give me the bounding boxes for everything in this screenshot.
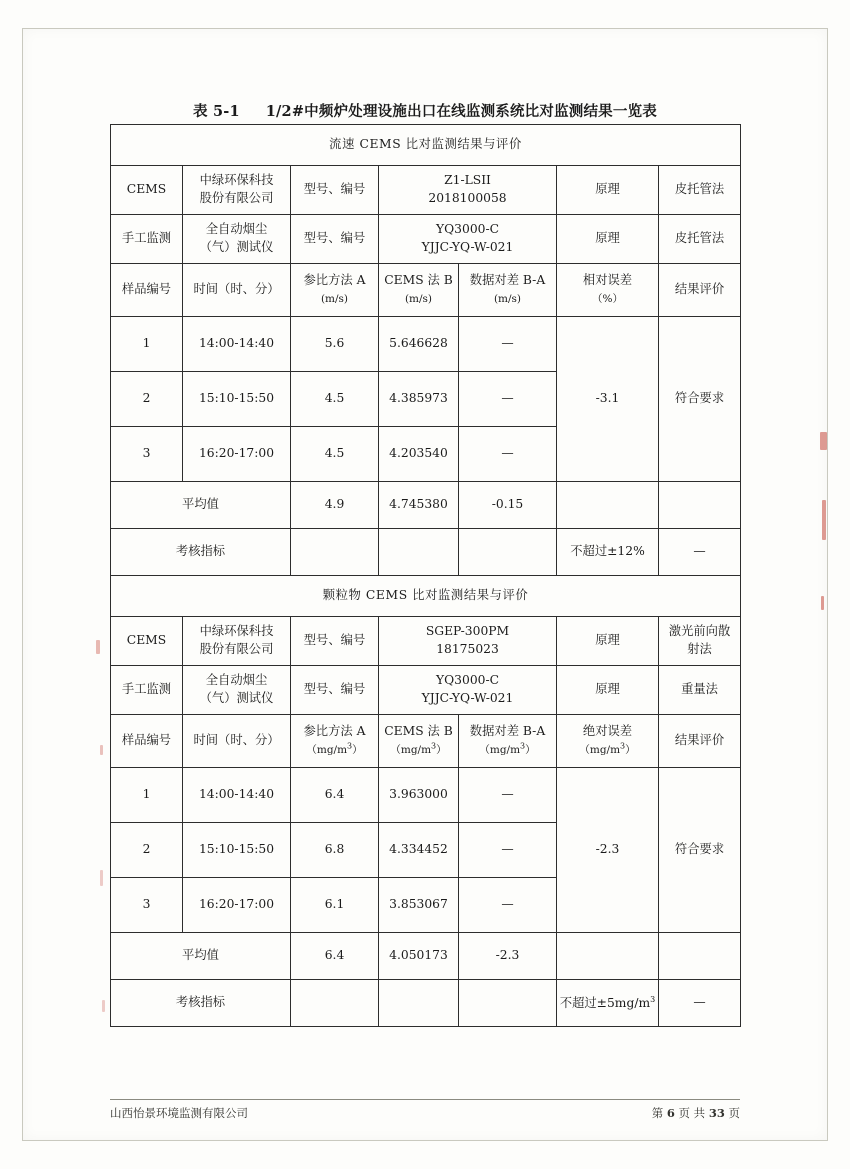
model-value-manual: YQ3000-C YJJC-YQ-W-021: [379, 666, 557, 715]
page-current: 6: [666, 1106, 675, 1120]
average-method-a: 6.4: [291, 933, 379, 980]
device-label-cems: CEMS: [111, 166, 183, 215]
device-row-cems: [111, 617, 741, 666]
device-row-manual: [111, 666, 741, 715]
principle-value-manual: 重量法: [659, 666, 741, 715]
page-footer: [110, 1099, 740, 1121]
value-method-b: 3.963000: [379, 768, 459, 823]
model-label-manual: 型号、编号: [291, 666, 379, 715]
col-sample-no: 样品编号: [111, 715, 183, 768]
evaluation-value: 符合要求: [659, 768, 741, 933]
page-prefix: 第: [651, 1106, 664, 1120]
col-method-a: 参比方法 A $(mg/m^3)$: [291, 715, 379, 768]
col-method-b: CEMS 法 B (m/s): [379, 264, 459, 317]
index-row: [111, 529, 741, 576]
section-heading-row: [111, 125, 741, 166]
principle-value-cems: 皮托管法: [659, 166, 741, 215]
sample-time: 15:10-15:50: [183, 372, 291, 427]
value-difference: —: [459, 768, 557, 823]
value-difference: —: [459, 427, 557, 482]
value-method-b: 3.853067: [379, 878, 459, 933]
absolute-error-value: -2.3: [557, 768, 659, 933]
sample-no: 2: [111, 372, 183, 427]
index-label: 考核指标: [111, 980, 291, 1027]
col-method-b: CEMS 法 B $(mg/m^3)$: [379, 715, 459, 768]
index-method-a: [291, 980, 379, 1027]
index-evaluation: —: [659, 980, 741, 1027]
col-difference: 数据对差 B-A (m/s): [459, 264, 557, 317]
sample-time: 16:20-17:00: [183, 427, 291, 482]
average-label: 平均值: [111, 482, 291, 529]
table-caption: [0, 100, 850, 121]
sample-no: 2: [111, 823, 183, 878]
col-relative-error: 相对误差 （%）: [557, 264, 659, 317]
device-row-manual: [111, 215, 741, 264]
value-method-b: 4.203540: [379, 427, 459, 482]
model-label-cems: 型号、编号: [291, 617, 379, 666]
value-difference: —: [459, 372, 557, 427]
col-method-a: 参比方法 A (m/s): [291, 264, 379, 317]
principle-label-manual: 原理: [557, 215, 659, 264]
scan-artifact: [100, 745, 103, 755]
index-difference: [459, 980, 557, 1027]
evaluation-value: 符合要求: [659, 317, 741, 482]
page-total: 33: [708, 1106, 725, 1120]
col-evaluation: 结果评价: [659, 715, 741, 768]
sample-time: 16:20-17:00: [183, 878, 291, 933]
sample-no: 3: [111, 427, 183, 482]
value-difference: —: [459, 317, 557, 372]
scan-artifact: [821, 596, 824, 610]
scan-artifact: [822, 500, 826, 540]
value-method-a: 6.1: [291, 878, 379, 933]
value-method-a: 4.5: [291, 372, 379, 427]
comparison-results-table: [110, 124, 741, 1027]
value-difference: —: [459, 878, 557, 933]
device-label-cems: CEMS: [111, 617, 183, 666]
average-method-b: 4.745380: [379, 482, 459, 529]
section-heading-particulate: 颗粒物 CEMS 比对监测结果与评价: [111, 576, 741, 617]
col-difference: 数据对差 B-A $(mg/m^3)$: [459, 715, 557, 768]
device-company-manual: 全自动烟尘 （气）测试仪: [183, 215, 291, 264]
relative-error-value: -3.1: [557, 317, 659, 482]
footer-page-number: [652, 1105, 740, 1121]
value-method-b: 4.385973: [379, 372, 459, 427]
scan-artifact: [102, 1000, 105, 1012]
model-value-manual: YQ3000-C YJJC-YQ-W-021: [379, 215, 557, 264]
table-number: 表 5-1: [193, 103, 240, 120]
sample-time: 15:10-15:50: [183, 823, 291, 878]
value-method-a: 6.4: [291, 768, 379, 823]
value-difference: —: [459, 823, 557, 878]
principle-value-manual: 皮托管法: [659, 215, 741, 264]
section-heading-flow: 流速 CEMS 比对监测结果与评价: [111, 125, 741, 166]
col-time: 时间（时、分）: [183, 264, 291, 317]
col-evaluation: 结果评价: [659, 264, 741, 317]
column-header-row: [111, 264, 741, 317]
index-limit: 不超过±12%: [557, 529, 659, 576]
sample-time: 14:00-14:40: [183, 768, 291, 823]
table-row: [111, 768, 741, 823]
average-method-a: 4.9: [291, 482, 379, 529]
table-row: [111, 317, 741, 372]
model-value-cems: Z1-LSII 2018100058: [379, 166, 557, 215]
average-error: [557, 482, 659, 529]
device-label-manual: 手工监测: [111, 215, 183, 264]
value-method-a: 5.6: [291, 317, 379, 372]
device-row-cems: [111, 166, 741, 215]
sample-time: 14:00-14:40: [183, 317, 291, 372]
average-label: 平均值: [111, 933, 291, 980]
index-method-b: [379, 980, 459, 1027]
column-header-row: [111, 715, 741, 768]
scan-artifact: [100, 870, 103, 886]
average-row: [111, 933, 741, 980]
page-middle: 页 共: [678, 1106, 706, 1120]
principle-value-cems: 激光前向散 射法: [659, 617, 741, 666]
principle-label-cems: 原理: [557, 617, 659, 666]
value-method-b: 5.646628: [379, 317, 459, 372]
col-time: 时间（时、分）: [183, 715, 291, 768]
index-row: [111, 980, 741, 1027]
model-value-cems: SGEP-300PM 18175023: [379, 617, 557, 666]
page-suffix: 页: [728, 1106, 740, 1120]
index-label: 考核指标: [111, 529, 291, 576]
average-method-b: 4.050173: [379, 933, 459, 980]
table-caption-text: 1/2#中频炉处理设施出口在线监测系统比对监测结果一览表: [265, 103, 657, 120]
average-difference: -0.15: [459, 482, 557, 529]
sample-no: 1: [111, 317, 183, 372]
model-label-manual: 型号、编号: [291, 215, 379, 264]
device-company-manual: 全自动烟尘 （气）测试仪: [183, 666, 291, 715]
index-method-a: [291, 529, 379, 576]
model-label-cems: 型号、编号: [291, 166, 379, 215]
section-heading-row: [111, 576, 741, 617]
index-method-b: [379, 529, 459, 576]
value-method-b: 4.334452: [379, 823, 459, 878]
col-sample-no: 样品编号: [111, 264, 183, 317]
device-label-manual: 手工监测: [111, 666, 183, 715]
average-evaluation: [659, 933, 741, 980]
average-evaluation: [659, 482, 741, 529]
average-row: [111, 482, 741, 529]
index-limit: 不超过$\pm 5mg/m^3$: [557, 980, 659, 1027]
index-evaluation: —: [659, 529, 741, 576]
value-method-a: 6.8: [291, 823, 379, 878]
index-difference: [459, 529, 557, 576]
footer-company: 山西怡景环境监测有限公司: [110, 1106, 248, 1120]
average-error: [557, 933, 659, 980]
sample-no: 3: [111, 878, 183, 933]
col-absolute-error: 绝对误差 $(mg/m^3)$: [557, 715, 659, 768]
scan-artifact: [820, 432, 827, 450]
principle-label-manual: 原理: [557, 666, 659, 715]
scan-artifact: [96, 640, 100, 654]
average-difference: -2.3: [459, 933, 557, 980]
principle-label-cems: 原理: [557, 166, 659, 215]
value-method-a: 4.5: [291, 427, 379, 482]
sample-no: 1: [111, 768, 183, 823]
device-company-cems: 中绿环保科技 股份有限公司: [183, 166, 291, 215]
device-company-cems: 中绿环保科技 股份有限公司: [183, 617, 291, 666]
